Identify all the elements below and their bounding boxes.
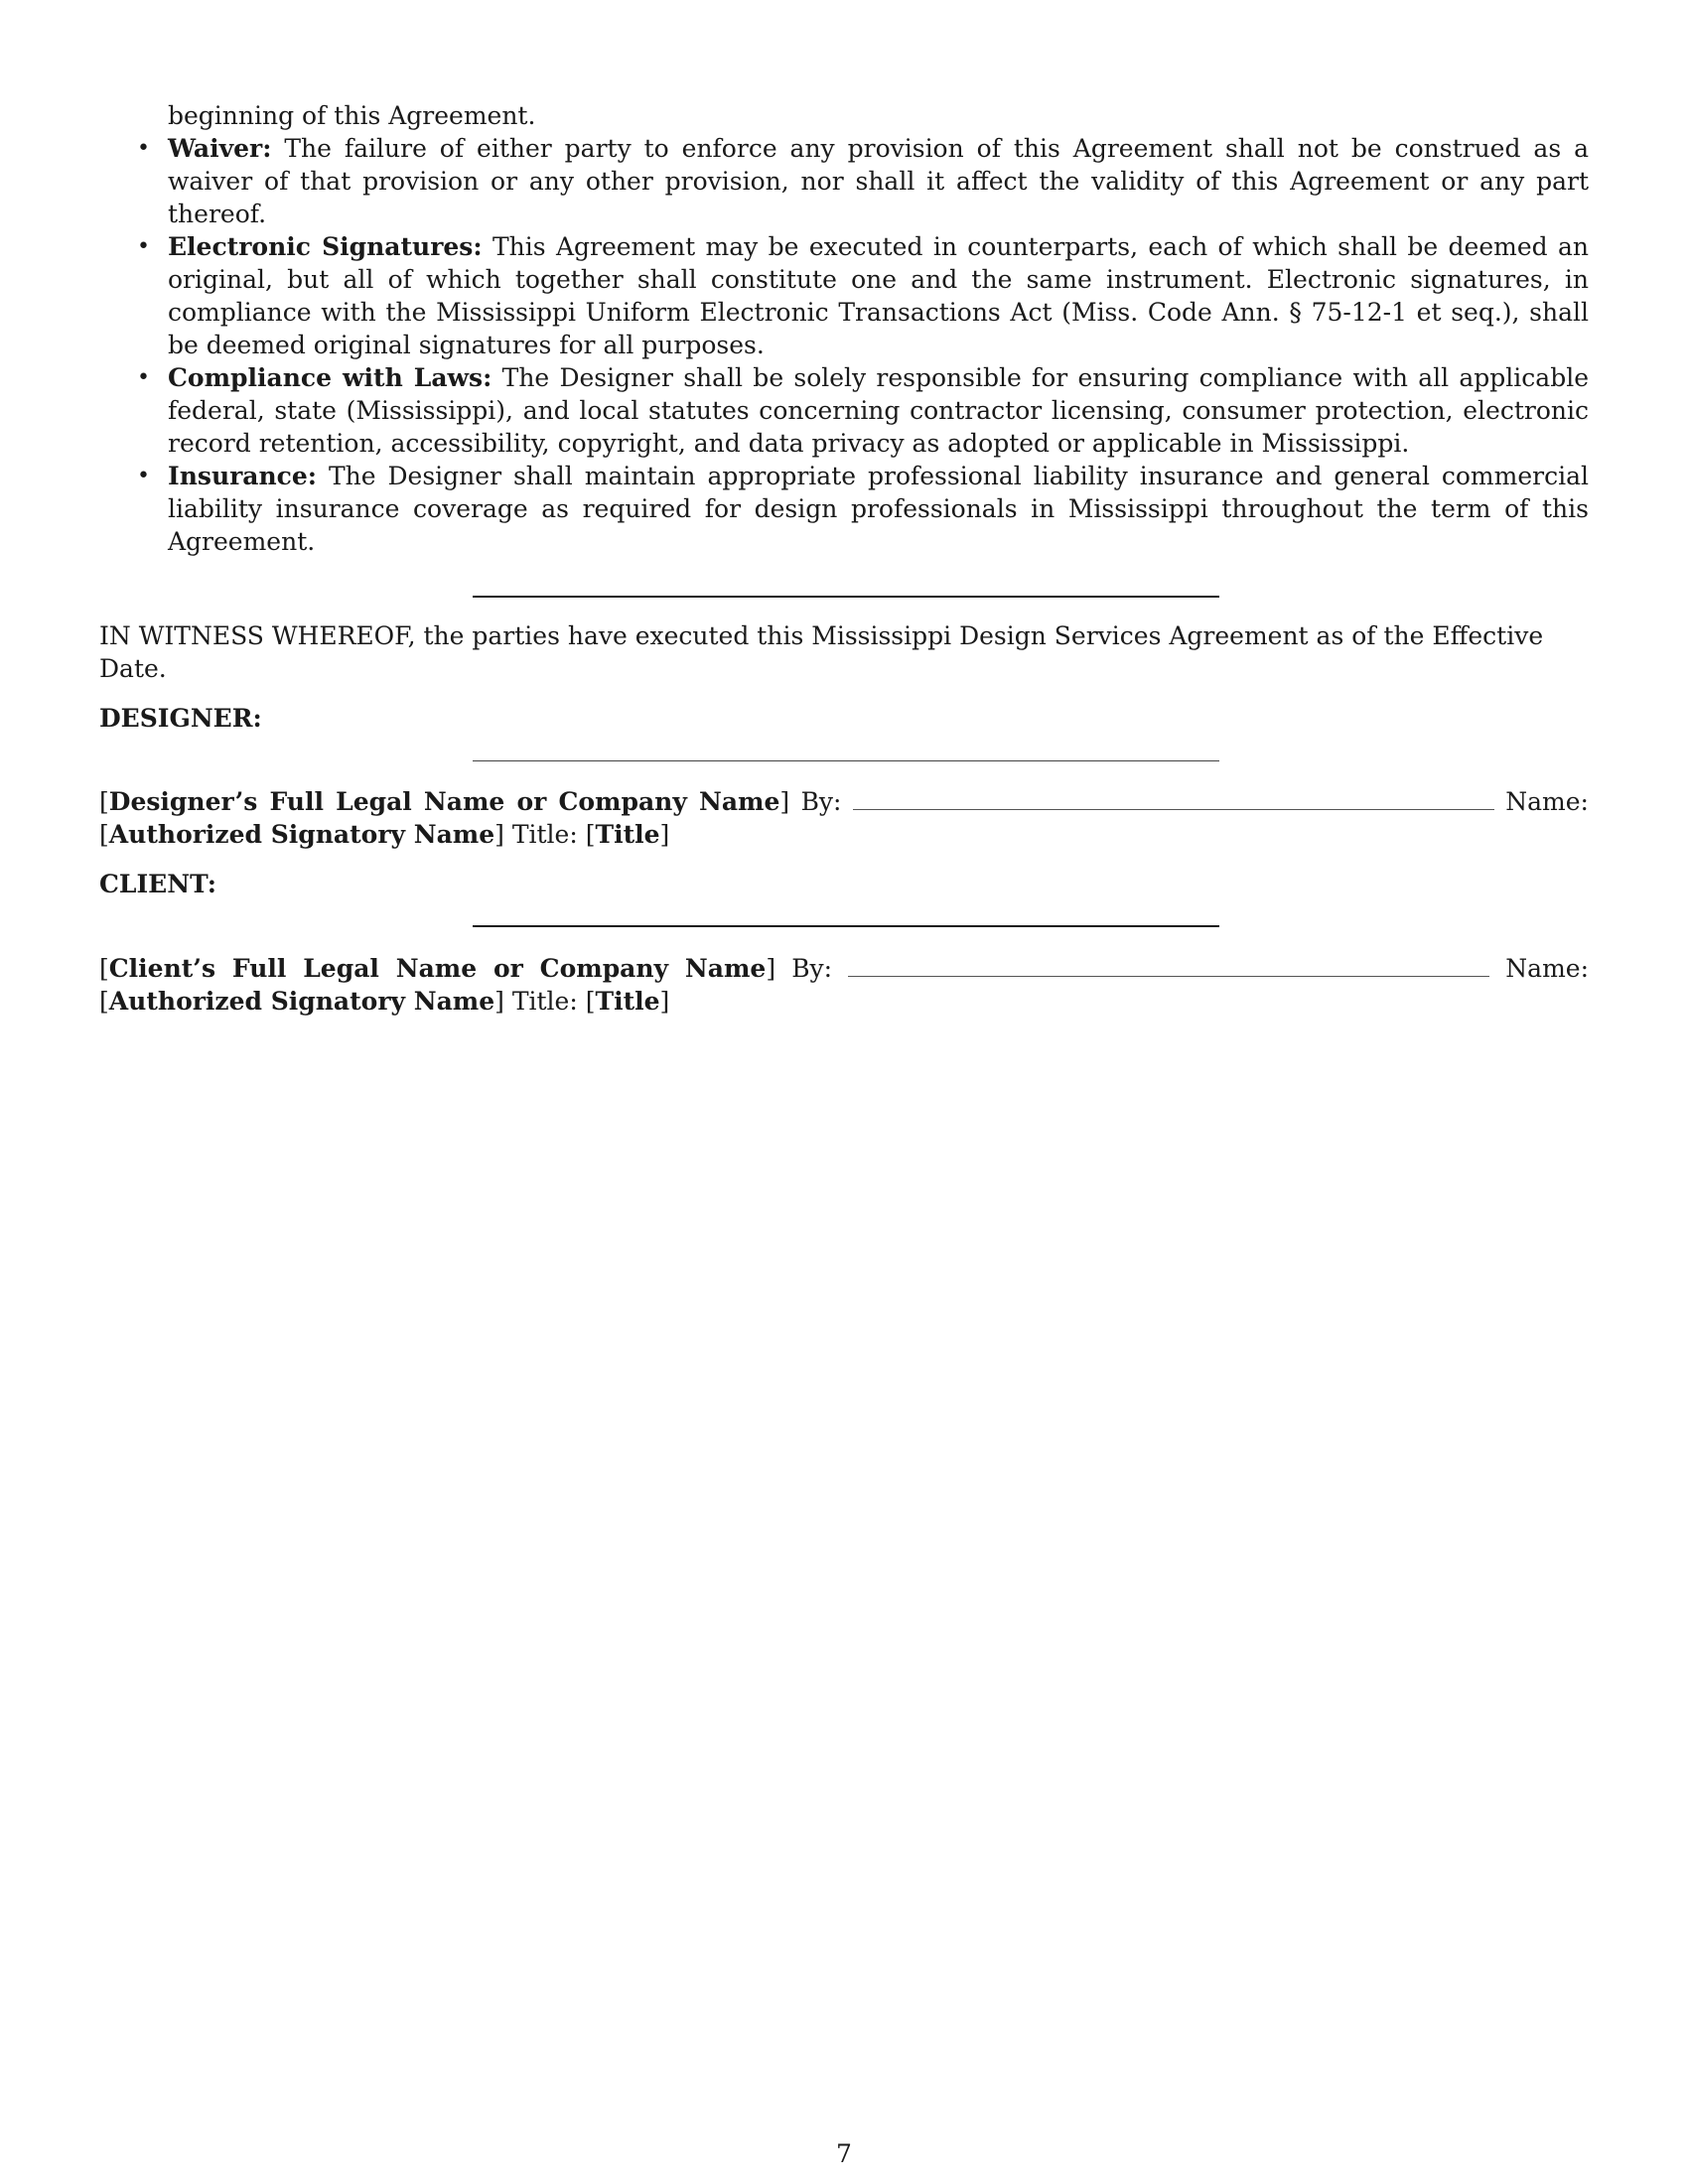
clause-insurance: [99, 460, 1589, 558]
witness-statement: IN WITNESS WHEREOF, the parties have executed this Mississippi Design Services Agreement as of the Effective Date.: [99, 621, 1544, 683]
clause-text: The Designer shall be solely responsible for ensuring compliance with all applicable federal, state (Mississippi), and local statutes concerning contractor licensing, consumer protection, electronic record retention, accessibility, copyright, and data privacy as adopted or applicable in Mississippi.: [168, 363, 1589, 458]
designer-title-placeholder[interactable]: Title: [595, 820, 660, 849]
clause-title: Electronic Signatures:: [168, 232, 483, 261]
client-name-placeholder[interactable]: Client’s Full Legal Name or Company Name: [108, 954, 767, 983]
page-number: 7: [836, 2139, 852, 2168]
bullet-icon: •: [137, 464, 150, 488]
client-title-placeholder[interactable]: Title: [595, 987, 660, 1016]
client-label: CLIENT:: [99, 870, 217, 898]
client-signature-block: [Client’s Full Legal Name or Company Name] By: Name: [Authorized Signatory Name] Title: [Title]: [99, 954, 1590, 1016]
designer-name-label: Name:: [1505, 787, 1589, 816]
designer-divider: [473, 760, 1219, 761]
client-by-label: By:: [791, 954, 833, 983]
designer-name-placeholder[interactable]: Designer’s Full Legal Name or Company Name: [108, 787, 780, 816]
bullet-icon: •: [137, 234, 150, 259]
bullet-icon: •: [137, 136, 150, 161]
clause-list: [99, 132, 1589, 558]
document-page: [99, 99, 1589, 1018]
clause-compliance-with-laws: [99, 361, 1589, 460]
designer-signature-line[interactable]: [853, 787, 1494, 810]
client-title-label: Title:: [511, 987, 578, 1016]
clause-title: Waiver:: [168, 134, 272, 163]
client-name-label: Name:: [1505, 954, 1590, 983]
designer-signature-block: [Designer’s Full Legal Name or Company Name] By: Name: [Authorized Signatory Name] Title: [Title]: [99, 787, 1589, 849]
client-signature-line[interactable]: [848, 954, 1489, 977]
bullet-icon: •: [137, 365, 150, 390]
designer-by-label: By:: [800, 787, 842, 816]
designer-label: DESIGNER:: [99, 704, 262, 733]
clause-title: Compliance with Laws:: [168, 363, 492, 392]
designer-title-label: Title:: [511, 820, 578, 849]
clause-text: The Designer shall maintain appropriate professional liability insurance and general commercial liability insurance coverage as required for design professionals in Mississippi throughout the term of this Agreement.: [168, 462, 1589, 556]
section-divider: [473, 596, 1219, 598]
client-signatory-placeholder[interactable]: Authorized Signatory Name: [108, 987, 495, 1016]
clause-text: This Agreement may be executed in counterparts, each of which shall be deemed an original, but all of which together shall constitute one and the same instrument. Electronic signatures, in compliance with the Mississippi Uniform Electronic Transactions Act (Miss. Code Ann. § 75-12-1 et seq.), shall be deemed original signatures for all purposes.: [168, 232, 1589, 359]
clause-text: The failure of either party to enforce any provision of this Agreement shall not be construed as a waiver of that provision or any other provision, nor shall it affect the validity of this Agreement or any part thereof.: [168, 134, 1589, 228]
client-divider: [473, 925, 1219, 927]
clause-title: Insurance:: [168, 462, 318, 490]
clause-waiver: [99, 132, 1589, 230]
clause-electronic-signatures: [99, 230, 1589, 361]
designer-signatory-placeholder[interactable]: Authorized Signatory Name: [108, 820, 495, 849]
continued-clause-text: beginning of this Agreement.: [168, 101, 536, 130]
